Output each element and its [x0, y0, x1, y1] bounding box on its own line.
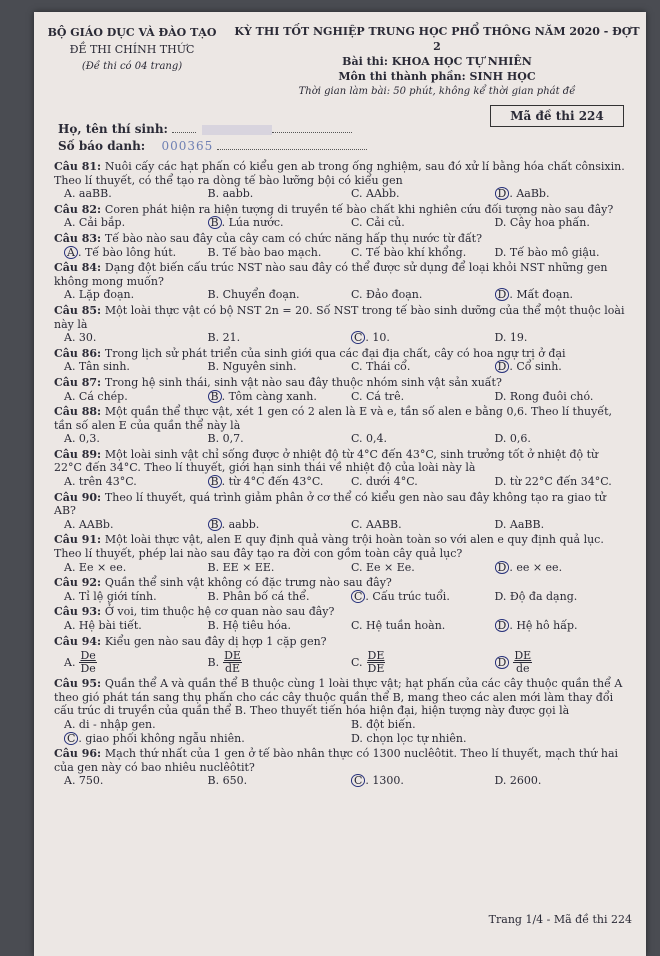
- option-c[interactable]: C . Cấu trúc tuổi.: [351, 590, 450, 603]
- option-c[interactable]: C. Thái cổ.: [351, 360, 411, 374]
- question: [54, 677, 628, 745]
- option-b[interactable]: B. Nguyên sinh.: [207, 360, 297, 374]
- option-b[interactable]: B . từ 4°C đến 43°C.: [208, 475, 324, 488]
- page-count: (Đề thi có 04 trang): [81, 61, 183, 72]
- option-b[interactable]: B. EE × EE.: [207, 560, 275, 574]
- question: [54, 448, 628, 489]
- option-c[interactable]: C. Hệ tuần hoàn.: [351, 619, 446, 632]
- question: [54, 635, 628, 676]
- option-d[interactable]: D . ee × ee.: [495, 561, 563, 574]
- question: [54, 261, 628, 302]
- component: Môn thi thành phần: SINH HỌC: [338, 70, 536, 83]
- option-b[interactable]: B . Tôm càng xanh.: [208, 390, 317, 403]
- id-value: 000365: [161, 139, 214, 153]
- question: [54, 405, 628, 446]
- question-number: Câu 86:: [54, 346, 105, 360]
- option-d[interactable]: D. Tế bào mô giậu.: [494, 245, 600, 259]
- question: [54, 304, 628, 345]
- question: [54, 232, 628, 259]
- exam-code-box: Mã đề thi 224: [490, 105, 624, 127]
- candidate-name-field: [58, 122, 352, 136]
- question-text: Tế bào nào sau đây của cây cam có chức năng hấp thụ nước từ đất?: [104, 231, 483, 245]
- option-b[interactable]: B. 21.: [207, 331, 241, 345]
- question-text: Một quần thể thực vật, xét 1 gen có 2 alen là E và e, tần số alen e bằng 0,6. Theo lí thuyết, tần số alen E của quần thể này là: [54, 405, 613, 432]
- option-a[interactable]: A. AABb.: [64, 517, 114, 531]
- question-text: Mạch thứ nhất của 1 gen ở tế bào nhân thực có 1300 nuclêôtit. Theo lí thuyết, mạch thứ hai của gen này có bao nhiêu nuclêôtit?: [54, 747, 619, 774]
- option-d[interactable]: D $\frac{DE}{de}$: [495, 656, 533, 669]
- question: [54, 491, 628, 532]
- option-b[interactable]: B. Phân bố cá thể.: [207, 589, 310, 603]
- question: [54, 533, 628, 574]
- question-text: Ở voi, tim thuộc hệ cơ quan nào sau đây?: [104, 605, 335, 619]
- option-d[interactable]: D . Hệ hô hấp.: [495, 619, 578, 632]
- question-number: Câu 84:: [54, 261, 105, 275]
- option-a[interactable]: A. Tỉ lệ giới tính.: [64, 589, 157, 603]
- option-c[interactable]: C. Đảo đoạn.: [351, 288, 423, 302]
- option-a[interactable]: A . Tế bào lông hút.: [64, 246, 176, 259]
- option-c[interactable]: C. 0,4.: [351, 432, 388, 446]
- option-c[interactable]: C. Cá trê.: [351, 389, 405, 403]
- question-text: Quần thể sinh vật không có đặc trưng nào sau đây?: [104, 576, 392, 590]
- option-a[interactable]: A. Cá chép.: [64, 389, 128, 403]
- option-d[interactable]: D. từ 22°C đến 34°C.: [494, 475, 612, 489]
- option-d[interactable]: D. Rong đuôi chó.: [494, 389, 594, 403]
- question-number: Câu 83:: [54, 231, 105, 245]
- option-d[interactable]: D . AaBb.: [495, 187, 550, 200]
- option-d[interactable]: D . Mất đoạn.: [495, 288, 574, 301]
- id-label: Số báo danh:: [58, 139, 146, 153]
- option-c[interactable]: C. Tế bào khí khổng.: [351, 245, 467, 259]
- option-a[interactable]: A. Hệ bài tiết.: [64, 619, 142, 632]
- official-label: ĐỀ THI CHÍNH THỨC: [69, 43, 195, 56]
- exam-sheet: [34, 12, 646, 956]
- option-a[interactable]: A. di - nhập gen.: [64, 717, 156, 731]
- question-text: Dạng đột biến cấu trúc NST nào sau đây có thể được sử dụng để loại khỏi NST những gen không mong muốn?: [54, 261, 608, 288]
- option-a[interactable]: A. Lặp đoạn.: [64, 288, 135, 302]
- option-b[interactable]: B. $\frac{DE}{dE}$: [207, 649, 241, 676]
- option-a[interactable]: A. trên 43°C.: [64, 475, 137, 489]
- option-b[interactable]: B. aabb.: [207, 187, 254, 201]
- option-c[interactable]: C. $\frac{DE}{DE}$: [351, 649, 385, 676]
- option-d[interactable]: D. AaBB.: [494, 517, 545, 531]
- ministry-name: BỘ GIÁO DỤC VÀ ĐÀO TẠO: [47, 26, 217, 39]
- question: [54, 203, 628, 230]
- question-text: Theo lí thuyết, quá trình giảm phân ở cơ thể có kiểu gen nào sau đây không tạo ra giao tử AB?: [54, 490, 606, 518]
- option-b[interactable]: B. 650.: [207, 774, 248, 788]
- header-left: [34, 24, 230, 75]
- question: [54, 376, 628, 403]
- option-c[interactable]: C . giao phối không ngẫu nhiên.: [64, 732, 245, 745]
- header-right: [232, 24, 642, 99]
- option-a[interactable]: A. aaBB.: [64, 187, 112, 201]
- question-text: Trong lịch sử phát triển của sinh giới qua các đại địa chất, cây có hoa ngự trị ở đại: [104, 346, 566, 360]
- question-number: Câu 91:: [54, 533, 105, 547]
- option-a[interactable]: A. Tân sinh.: [64, 360, 130, 374]
- option-d[interactable]: D. Độ đa dạng.: [494, 589, 578, 603]
- question-list: [54, 160, 628, 790]
- option-c[interactable]: C. Cải củ.: [351, 216, 405, 230]
- option-a[interactable]: A. 30.: [64, 331, 97, 345]
- option-c[interactable]: C . 10.: [351, 331, 390, 344]
- option-c[interactable]: C . 1300.: [351, 774, 404, 787]
- question-number: Câu 87:: [54, 375, 105, 389]
- question: [54, 605, 628, 632]
- option-a[interactable]: A. 0,3.: [64, 432, 100, 446]
- option-c[interactable]: C. dưới 4°C.: [351, 475, 418, 489]
- question-number: Câu 81:: [54, 160, 105, 173]
- question-text: Coren phát hiện ra hiện tượng di truyền tế bào chất khi nghiên cứu đối tượng nào sau đây?: [104, 202, 614, 216]
- option-c[interactable]: C. AAbb.: [351, 187, 400, 201]
- question-text: Một loài thực vật, alen E quy định quả vàng trội hoàn toàn so với alen e quy định quả lục. Theo lí thuyết, phép lai nào sau đây tạo ra đời con gồm toàn cây quả lục?: [54, 533, 604, 561]
- option-a[interactable]: A. Ee × ee.: [64, 560, 127, 574]
- question: [54, 160, 628, 201]
- candidate-id-field: [58, 139, 367, 153]
- option-b[interactable]: B. Tế bào bao mạch.: [207, 245, 322, 259]
- option-a[interactable]: A. $\frac{De}{De}$: [64, 649, 96, 676]
- option-b[interactable]: B. Chuyển đoạn.: [207, 288, 300, 302]
- time-limit: Thời gian làm bài: 50 phút, không kể thời gian phát đề: [298, 86, 576, 97]
- question-number: Câu 93:: [54, 605, 105, 619]
- question-number: Câu 90:: [54, 490, 105, 504]
- option-d[interactable]: D. 19.: [494, 331, 528, 345]
- option-b[interactable]: B. Hệ tiêu hóa.: [207, 619, 291, 632]
- question-number: Câu 92:: [54, 576, 105, 590]
- option-b[interactable]: B . Lúa nước.: [208, 216, 284, 229]
- exam-title: KỲ THI TỐT NGHIỆP TRUNG HỌC PHỔ THÔNG NĂM 2020 - ĐỢT 2: [234, 25, 640, 53]
- question-number: Câu 94:: [54, 634, 105, 648]
- blurred-name: [202, 125, 272, 135]
- option-b[interactable]: B. 0,7.: [207, 432, 244, 446]
- question-number: Câu 85:: [54, 303, 105, 317]
- question-number: Câu 82:: [54, 202, 105, 216]
- question: [54, 347, 628, 374]
- subject: Bài thi: KHOA HỌC TỰ NHIÊN: [342, 55, 532, 68]
- question-text: Kiểu gen nào sau đây dị hợp 1 cặp gen?: [104, 634, 327, 648]
- question-text: Một loài sinh vật chỉ sống được ở nhiệt độ từ 4°C đến 43°C, sinh trưởng tốt ở nhiệt độ từ 22°C đến 34°C. Theo lí thuyết, giới hạn sinh thái về nhiệt độ của loài này là: [54, 447, 599, 475]
- option-b[interactable]: B . aabb.: [208, 518, 260, 531]
- page-footer: Trang 1/4 - Mã đề thi 224: [488, 913, 632, 926]
- question-number: Câu 88:: [54, 405, 105, 419]
- option-c[interactable]: C. Ee × Ee.: [351, 560, 415, 574]
- option-d[interactable]: D. 2600.: [494, 774, 542, 788]
- option-a[interactable]: A. 750.: [64, 774, 104, 788]
- option-b[interactable]: B. đột biến.: [351, 717, 416, 731]
- question-text: Một loài thực vật có bộ NST 2n = 20. Số NST trong tế bào sinh dưỡng của thể một thuộc loài này là: [54, 303, 625, 331]
- question-text: Nuôi cấy các hạt phấn có kiểu gen ab trong ống nghiệm, sau đó xử lí bằng hóa chất cônsixin. Theo lí thuyết, có thể tạo ra dòng tế bào lưỡng bội có kiểu gen: [54, 160, 625, 187]
- option-d[interactable]: D. Cây hoa phấn.: [494, 216, 590, 230]
- question-number: Câu 96:: [54, 747, 105, 761]
- name-label: Họ, tên thí sinh:: [58, 122, 168, 136]
- question-number: Câu 89:: [54, 447, 105, 461]
- question-text: Trong hệ sinh thái, sinh vật nào sau đây thuộc nhóm sinh vật sản xuất?: [104, 375, 502, 389]
- option-a[interactable]: A. Cải bắp.: [64, 216, 126, 230]
- option-c[interactable]: C. AABB.: [351, 517, 402, 531]
- option-d[interactable]: D . Cổ sinh.: [495, 360, 562, 373]
- question: [54, 747, 628, 788]
- option-d[interactable]: D. 0,6.: [494, 432, 531, 446]
- question: [54, 576, 628, 603]
- question-text: Quần thể A và quần thể B thuộc cùng 1 loài thực vật; hạt phấn của các cây thuộc quần thể A theo gió phát tán sang thụ phấn cho các cây thuộc quần thể B, mang theo các alen mới làm thay đổi cấu trúc di truyền của quần thể B. Theo thuyết tiến hóa hiện đại, hiện tượng này được gọi là: [54, 677, 623, 718]
- question-number: Câu 95:: [54, 677, 105, 691]
- option-d[interactable]: D. chọn lọc tự nhiên.: [351, 731, 467, 745]
